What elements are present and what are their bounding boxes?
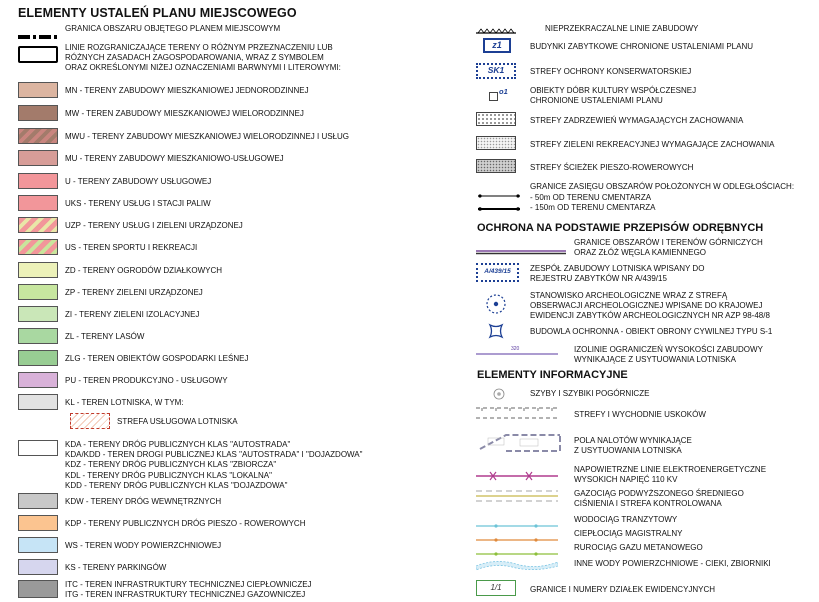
sk1-symbol: SK1: [476, 63, 516, 79]
label-zl: ZL - TERENY LASÓW: [65, 332, 145, 341]
cemetery-lines-symbol: [476, 190, 522, 219]
swatch-trees: [476, 112, 516, 126]
label-zp: ZP - TERENY ZIELENI URZĄDZONEJ: [65, 288, 203, 297]
o1-square: [489, 92, 498, 101]
airport-register-symbol: A/439/15: [476, 263, 519, 282]
swatch-itc: [18, 580, 58, 598]
approach-zone-symbol: [476, 431, 562, 455]
swatch-green: [476, 136, 516, 150]
section-protection-title: OCHRONA NA PODSTAWIE PRZEPISÓW ODRĘBNYCH: [477, 222, 764, 234]
cemetery-label: GRANICE ZASIĘGU OBSZARÓW POŁOŻONYCH W ODLEGŁOŚCIACH: - 50m OD TERENU CMENTARZA - 150m OD TERENU CMENTARZA: [530, 182, 795, 212]
parcel-symbol: 1/1: [476, 580, 516, 596]
section-info-title: ELEMENTY INFORMACYJNE: [477, 369, 628, 381]
swatch-kda: [18, 440, 58, 456]
swatch-ws: [18, 537, 58, 553]
label-uks: UKS - TERENY USŁUG I STACJI PALIW: [65, 199, 211, 208]
label-pu: PU - TEREN PRODUKCYJNO - USŁUGOWY: [65, 376, 228, 385]
label-ws: WS - TEREN WODY POWIERZCHNIOWEJ: [65, 541, 222, 550]
label-us: US - TEREN SPORTU I REKREACJI: [65, 243, 198, 252]
info-label-power: NAPOWIETRZNE LINIE ELEKTROENERGETYCZNE WYSOKICH NAPIĘĆ 110 KV: [574, 465, 767, 484]
label-kda-group: KDA - TERENY DRÓG PUBLICZNYCH KLAS "AUTOSTRADA" KDA/KDD - TEREN DROGI PUBLICZNEJ KLAS "AUTOSTRADA" I "DOJAZDOWA" KDZ - TERENY DRÓG PUBLICZNYCH KLAS "ZBIORCZA" KDL - TERENY DRÓG PUBLICZNYCH KLAS "LOKALNA" KDD - TERENY DRÓG PUBLICZNYCH KLAS "DOJAZDOWA": [65, 440, 363, 490]
swatch-uzp: [18, 217, 58, 233]
info-label-faults: STREFY I WYCHODNIE USKOKÓW: [574, 410, 706, 419]
heat-pipeline-symbol: [476, 530, 558, 536]
swatch-mwu: [18, 128, 58, 144]
shaft-icon: [493, 387, 505, 405]
swatch-mn: [18, 82, 58, 98]
label-kdw: KDW - TERENY DRÓG WEWNĘTRZNYCH: [65, 497, 222, 506]
isoline-label: IZOLINIE OGRANICZEŃ WYSOKOŚCI ZABUDOWY WYNIKAJĄCE Z USYTUOWANIA LOTNISKA: [574, 345, 763, 364]
swatch-zlg: [18, 350, 58, 366]
info-label-heat: CIEPŁOCIĄG MAGISTRALNY: [574, 529, 683, 538]
airport-register-label: ZESPÓŁ ZABUDOWY LOTNISKA WPISANY DO REJESTRU ZABYTKÓW NR A/439/15: [530, 264, 705, 283]
mining-line-symbol: [476, 242, 566, 248]
label-uzp: UZP - TERENY USŁUG I ZIELENI URZĄDZONEJ: [65, 221, 243, 230]
swatch-kdw: [18, 493, 58, 509]
label-itc-group: ITC - TEREN INFRASTRUKTURY TECHNICZNEJ CIEPŁOWNICZEJ ITG - TEREN INFRASTRUKTURY TECHNICZNEJ GAZOWNICZEJ: [65, 580, 312, 599]
archaeo-label: STANOWISKO ARCHEOLOGICZNE WRAZ Z STREFĄ OBSERWACJI ARCHEOLOGICZNEJ WPISANE DO KRAJOWEJ EWIDENCJI ZABYTKÓW ARCHEOLOGICZNYCH NR AZP 98-48/8: [530, 291, 770, 320]
swatch-kdp: [18, 515, 58, 531]
label-zd: ZD - TERENY OGRODÓW DZIAŁKOWYCH: [65, 266, 223, 275]
o1-label: OBIEKTY DÓBR KULTURY WSPÓŁCZESNEJ CHRONIONE USTALENIAMI PLANU: [530, 86, 697, 105]
swatch-kl: [18, 394, 58, 410]
methane-pipeline-symbol: [476, 544, 558, 550]
paths-label: STREFY ŚCIEŻEK PIESZO-ROWEROWYCH: [530, 163, 694, 172]
label-mwu: MWU - TERENY ZABUDOWY MIESZKANIOWEJ WIELORODZINNEJ I USŁUG: [65, 132, 350, 141]
sk1-label: STREFY OCHRONY KONSERWATORSKIEJ: [530, 67, 692, 76]
z1-label: BUDYNKI ZABYTKOWE CHRONIONE USTALENIAMI PLANU: [530, 42, 753, 51]
swatch-us: [18, 239, 58, 255]
archaeo-site-icon: [485, 293, 507, 320]
legend-heading: ELEMENTY USTALEŃ PLANU MIEJSCOWEGO: [18, 6, 297, 20]
swatch-paths: [476, 159, 516, 173]
info-label-shafts: SZYBY I SZYBIKI POGÓRNICZE: [530, 389, 650, 398]
label-kl: KL - TEREN LOTNISKA, W TYM:: [65, 398, 184, 407]
shelter-label: BUDOWLA OCHRONNA - OBIEKT OBRONY CYWILNEJ TYPU S-1: [530, 327, 773, 336]
o1-symbol: o1: [499, 87, 508, 96]
swatch-pu: [18, 372, 58, 388]
info-label-gas: GAZOCIĄG PODWYŻSZONEGO ŚREDNIEGO CIŚNIENIA I STREFA KONTROLOWANA: [574, 489, 744, 508]
dividing-lines-label: LINIE ROZGRANICZAJĄCE TERENY O RÓŻNYM PRZEZNACZENIU LUB RÓŻNYCH ZASADACH ZAGOSPODAROWANIA, WRAZ Z SYMBOLEM ORAZ OKREŚLONYMI NIŻEJ OZNACZENIAMI BARWNYMI I LITEROWYMI:: [65, 43, 341, 72]
isoline-value: 320: [511, 346, 520, 352]
info-label-parcels: GRANICE I NUMERY DZIAŁEK EWIDENCYJNYCH: [530, 585, 716, 594]
building-line-symbol: [476, 22, 516, 30]
dividing-line-symbol: [18, 46, 58, 63]
swatch-zl: [18, 328, 58, 344]
green-label: STREFY ZIELENI REKREACYJNEJ WYMAGAJĄCE ZACHOWANIA: [530, 140, 775, 149]
swatch-uks: [18, 195, 58, 211]
z1-symbol: z1: [483, 38, 511, 53]
label-zlg: ZLG - TEREN OBIEKTÓW GOSPODARKI LEŚNEJ: [65, 354, 249, 363]
label-zi: ZI - TERENY ZIELENI IZOLACYJNEJ: [65, 310, 200, 319]
swatch-ks: [18, 559, 58, 575]
trees-label: STREFY ZADRZEWIEŃ WYMAGAJĄCYCH ZACHOWANIA: [530, 116, 744, 125]
swatch-mw: [18, 105, 58, 121]
info-label-surface-water: INNE WODY POWIERZCHNIOWE - CIEKI, ZBIORNIKI: [574, 559, 771, 568]
label-ks: KS - TERENY PARKINGÓW: [65, 563, 167, 572]
swatch-zi: [18, 306, 58, 322]
power-line-symbol: [476, 468, 558, 478]
label-kdp: KDP - TERENY PUBLICZNYCH DRÓG PIESZO - ROWEROWYCH: [65, 519, 306, 528]
swatch-service-strip: [70, 413, 110, 429]
building-line-label: NIEPRZEKRACZALNE LINIE ZABUDOWY: [545, 24, 699, 33]
fault-zone-symbol: [476, 406, 558, 420]
label-mn: MN - TERENY ZABUDOWY MIESZKANIOWEJ JEDNORODZINNEJ: [65, 86, 309, 95]
label-service-strip: STREFA USŁUGOWA LOTNISKA: [117, 417, 238, 426]
water-pipeline-symbol: [476, 516, 558, 522]
label-mw: MW - TEREN ZABUDOWY MIESZKANIOWEJ WIELORODZINNEJ: [65, 109, 304, 118]
label-mu: MU - TERENY ZABUDOWY MIESZKANIOWO-USŁUGOWEJ: [65, 154, 284, 163]
swatch-zd: [18, 262, 58, 278]
plan-boundary-symbol: [18, 27, 58, 32]
swatch-zp: [18, 284, 58, 300]
info-label-water: WODOCIĄG TRANZYTOWY: [574, 515, 678, 524]
surface-water-symbol: [476, 556, 558, 572]
shelter-icon: [488, 323, 504, 344]
info-label-methane: RUROCIĄG GAZU METANOWEGO: [574, 543, 703, 552]
info-label-approach: POLA NALOTÓW WYNIKAJĄCE Z USYTUOWANIA LOTNISKA: [574, 436, 692, 455]
mining-label: GRANICE OBSZARÓW I TERENÓW GÓRNICZYCH ORAZ ZŁÓŻ WĘGLA KAMIENNEGO: [574, 238, 763, 257]
gas-pipeline-symbol: [476, 489, 558, 503]
swatch-mu: [18, 150, 58, 166]
label-u: U - TERENY ZABUDOWY USŁUGOWEJ: [65, 177, 212, 186]
plan-boundary-label: GRANICA OBSZARU OBJĘTEGO PLANEM MIEJSCOWYM: [65, 24, 281, 33]
swatch-u: [18, 173, 58, 189]
